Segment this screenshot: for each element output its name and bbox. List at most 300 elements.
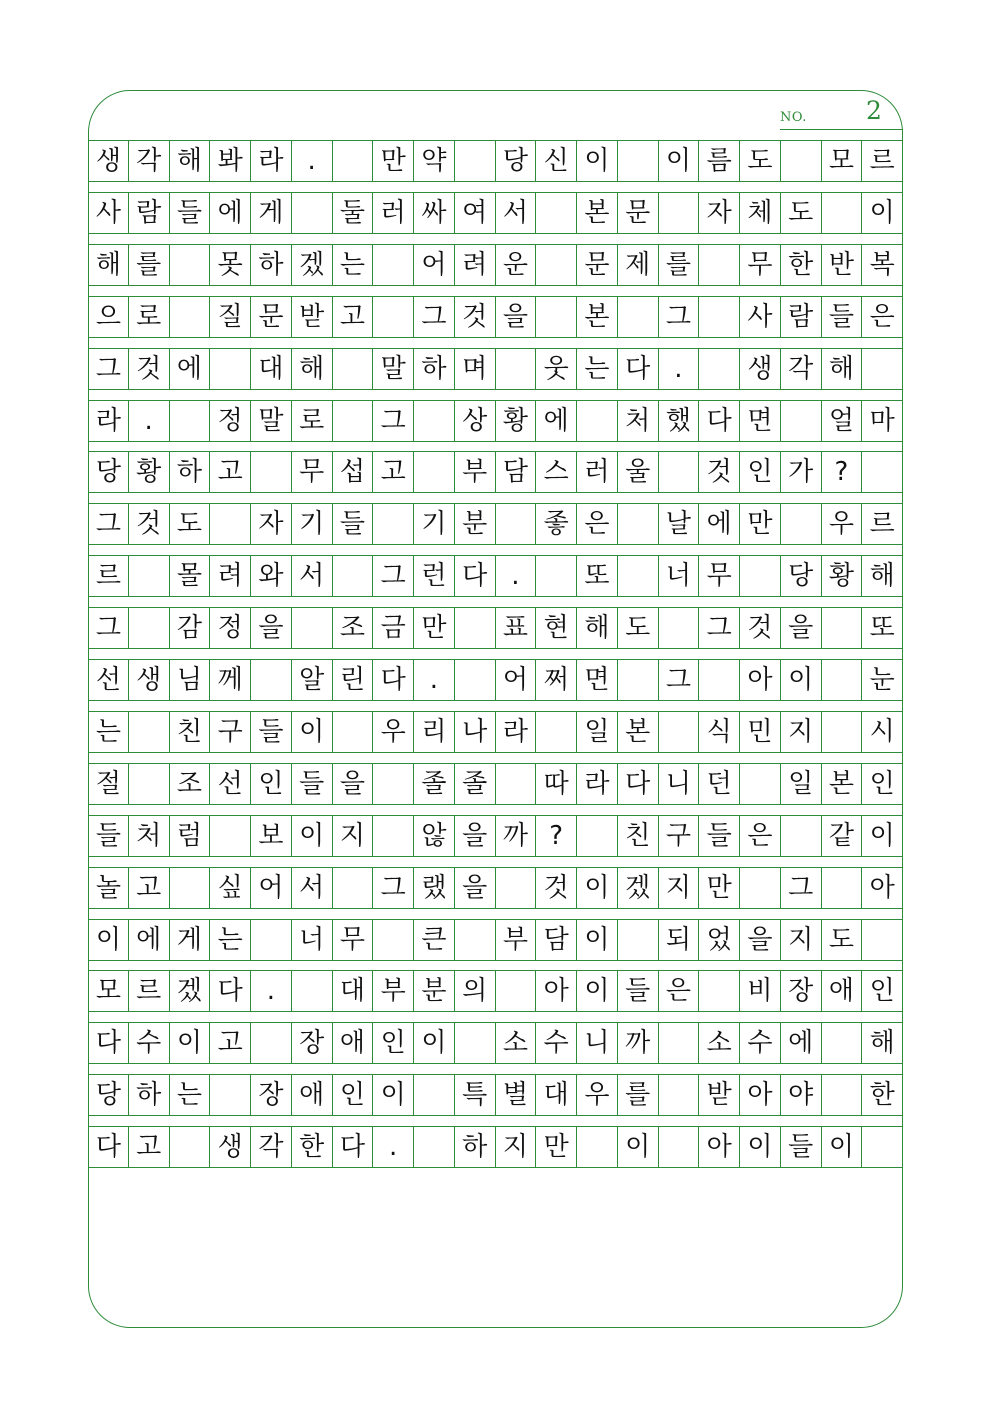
manuscript-cell: 하 (251, 245, 292, 285)
manuscript-cell: 그 (659, 297, 700, 337)
page-number-label: NO. (780, 110, 807, 125)
manuscript-cell: 것 (740, 608, 781, 648)
manuscript-cell: 은 (577, 504, 618, 544)
manuscript-cell: 특 (455, 1075, 496, 1115)
manuscript-cell (822, 1075, 863, 1115)
manuscript-cell: 해 (88, 245, 129, 285)
manuscript-cell: 을 (455, 868, 496, 908)
manuscript-cell: 도 (618, 608, 659, 648)
manuscript-cell: 다 (618, 349, 659, 389)
manuscript-cell: 고 (129, 1127, 170, 1167)
manuscript-cell: 했 (659, 401, 700, 441)
manuscript-cell: 것 (129, 349, 170, 389)
manuscript-cell: 는 (333, 245, 374, 285)
manuscript-cell: 만 (536, 1127, 577, 1167)
manuscript-cell: 생 (88, 141, 129, 181)
manuscript-cell: 너 (292, 920, 333, 960)
manuscript-cell: 담 (536, 920, 577, 960)
manuscript-cell: 고 (210, 1023, 251, 1063)
manuscript-cell (333, 401, 374, 441)
manuscript-cell: 다 (455, 556, 496, 596)
manuscript-cell: 이 (822, 1127, 863, 1167)
manuscript-cell: 름 (699, 141, 740, 181)
manuscript-cell: 서 (496, 193, 537, 233)
manuscript-cell: 그 (659, 660, 700, 700)
manuscript-cell: 고 (373, 452, 414, 492)
manuscript-cell (373, 245, 414, 285)
manuscript-cell (373, 297, 414, 337)
page-number-value: 2 (866, 96, 882, 125)
manuscript-cell (659, 1075, 700, 1115)
manuscript-cell: 에 (699, 504, 740, 544)
manuscript-row (88, 400, 903, 442)
manuscript-cell: 정 (210, 401, 251, 441)
manuscript-cell: 또 (577, 556, 618, 596)
manuscript-cell: 황 (129, 452, 170, 492)
manuscript-cell (781, 816, 822, 856)
manuscript-cell: 를 (129, 245, 170, 285)
manuscript-cell: 조 (170, 764, 211, 804)
manuscript-cell: 친 (170, 712, 211, 752)
manuscript-cell (373, 504, 414, 544)
manuscript-cell: 야 (781, 1075, 822, 1115)
manuscript-cell: 만 (414, 608, 455, 648)
manuscript-cell: 니 (577, 1023, 618, 1063)
manuscript-cell: 만 (373, 141, 414, 181)
manuscript-cell (251, 920, 292, 960)
manuscript-cell: 으 (88, 297, 129, 337)
manuscript-cell: 수 (129, 1023, 170, 1063)
manuscript-cell: 당 (88, 1075, 129, 1115)
manuscript-cell: 당 (88, 452, 129, 492)
manuscript-cell: 기 (414, 504, 455, 544)
manuscript-cell: 한 (862, 1075, 903, 1115)
manuscript-cell: 겠 (618, 868, 659, 908)
manuscript-cell: 구 (659, 816, 700, 856)
manuscript-cell: 이 (414, 1023, 455, 1063)
manuscript-cell (781, 401, 822, 441)
manuscript-cell (455, 920, 496, 960)
manuscript-cell: 고 (129, 868, 170, 908)
manuscript-cell (822, 608, 863, 648)
manuscript-cell (251, 660, 292, 700)
manuscript-cell: 큰 (414, 920, 455, 960)
manuscript-cell: 각 (129, 141, 170, 181)
manuscript-cell: 들 (292, 764, 333, 804)
manuscript-cell: 지 (781, 920, 822, 960)
manuscript-cell: 사 (88, 193, 129, 233)
manuscript-cell: 소 (699, 1023, 740, 1063)
manuscript-cell: 수 (536, 1023, 577, 1063)
manuscript-cell: 부 (455, 452, 496, 492)
manuscript-cell: 아 (740, 660, 781, 700)
manuscript-cell (373, 816, 414, 856)
manuscript-cell: 아 (536, 971, 577, 1011)
manuscript-cell: 이 (292, 712, 333, 752)
manuscript-cell: 에 (170, 349, 211, 389)
manuscript-cell: 지 (333, 816, 374, 856)
manuscript-cell: 아 (740, 1075, 781, 1115)
manuscript-cell (292, 971, 333, 1011)
manuscript-cell: 도 (781, 193, 822, 233)
manuscript-cell: 해 (862, 1023, 903, 1063)
manuscript-cell: 라 (496, 712, 537, 752)
manuscript-cell: 리 (414, 712, 455, 752)
manuscript-cell: 것 (699, 452, 740, 492)
manuscript-cell (455, 1023, 496, 1063)
manuscript-cell: 현 (536, 608, 577, 648)
manuscript-cell: 수 (740, 1023, 781, 1063)
manuscript-cell: 생 (129, 660, 170, 700)
manuscript-cell: 어 (251, 868, 292, 908)
manuscript-cell: 당 (781, 556, 822, 596)
manuscript-cell: 와 (251, 556, 292, 596)
manuscript-cell: 운 (496, 245, 537, 285)
manuscript-cell: 체 (740, 193, 781, 233)
manuscript-cell: 이 (577, 971, 618, 1011)
manuscript-cell: 너 (659, 556, 700, 596)
manuscript-cell: 문 (577, 245, 618, 285)
manuscript-cell: 모 (88, 971, 129, 1011)
manuscript-cell: 하 (170, 452, 211, 492)
manuscript-cell: 신 (536, 141, 577, 181)
manuscript-cell: 다 (88, 1023, 129, 1063)
manuscript-cell: 절 (88, 764, 129, 804)
manuscript-cell: 제 (618, 245, 659, 285)
manuscript-cell: 친 (618, 816, 659, 856)
manuscript-cell: 각 (781, 349, 822, 389)
manuscript-cell: 눈 (862, 660, 903, 700)
manuscript-cell: 선 (210, 764, 251, 804)
manuscript-cell: 다 (699, 401, 740, 441)
manuscript-cell: 되 (659, 920, 700, 960)
manuscript-cell: 선 (88, 660, 129, 700)
manuscript-cell: 면 (577, 660, 618, 700)
manuscript-cell: 러 (373, 193, 414, 233)
manuscript-cell: 해 (577, 608, 618, 648)
manuscript-cell: 구 (210, 712, 251, 752)
manuscript-cell: . (496, 556, 537, 596)
manuscript-cell: 에 (129, 920, 170, 960)
manuscript-cell (822, 193, 863, 233)
manuscript-cell: 한 (781, 245, 822, 285)
manuscript-cell: 겠 (292, 245, 333, 285)
manuscript-row (88, 192, 903, 234)
manuscript-cell: 이 (862, 816, 903, 856)
manuscript-cell: 들 (618, 971, 659, 1011)
manuscript-cell (292, 193, 333, 233)
manuscript-cell (496, 764, 537, 804)
manuscript-cell: 그 (699, 608, 740, 648)
manuscript-cell (862, 349, 903, 389)
manuscript-cell: 로 (292, 401, 333, 441)
manuscript-cell: 해 (170, 141, 211, 181)
manuscript-cell (170, 401, 211, 441)
manuscript-cell: 에 (210, 193, 251, 233)
manuscript-cell: 들 (822, 297, 863, 337)
manuscript-cell (292, 608, 333, 648)
manuscript-row (88, 711, 903, 753)
manuscript-cell: 일 (577, 712, 618, 752)
manuscript-cell: 싶 (210, 868, 251, 908)
manuscript-cell (659, 712, 700, 752)
manuscript-cell (659, 608, 700, 648)
manuscript-row (88, 919, 903, 961)
manuscript-cell: 몰 (170, 556, 211, 596)
manuscript-row (88, 763, 903, 805)
manuscript-cell: 그 (88, 504, 129, 544)
manuscript-cell: 고 (210, 452, 251, 492)
manuscript-cell: 금 (373, 608, 414, 648)
manuscript-cell: 지 (496, 1127, 537, 1167)
manuscript-cell: 알 (292, 660, 333, 700)
manuscript-cell: 섭 (333, 452, 374, 492)
manuscript-cell: 만 (740, 504, 781, 544)
manuscript-cell (659, 452, 700, 492)
manuscript-cell (659, 193, 700, 233)
manuscript-cell: 문 (251, 297, 292, 337)
manuscript-cell (333, 141, 374, 181)
manuscript-cell (414, 452, 455, 492)
manuscript-cell (496, 868, 537, 908)
manuscript-cell: 다 (333, 1127, 374, 1167)
manuscript-cell: 마 (862, 401, 903, 441)
manuscript-cell (536, 712, 577, 752)
manuscript-cell: 그 (373, 868, 414, 908)
manuscript-cell: 다 (210, 971, 251, 1011)
manuscript-cell (129, 608, 170, 648)
manuscript-cell: 장 (251, 1075, 292, 1115)
manuscript-cell (373, 764, 414, 804)
manuscript-cell: 쩌 (536, 660, 577, 700)
manuscript-cell: 며 (455, 349, 496, 389)
manuscript-cell (455, 141, 496, 181)
manuscript-cell: 표 (496, 608, 537, 648)
manuscript-cell: 대 (333, 971, 374, 1011)
manuscript-cell: 를 (618, 1075, 659, 1115)
manuscript-cell: 무 (333, 920, 374, 960)
manuscript-cell (699, 660, 740, 700)
manuscript-row (88, 970, 903, 1012)
manuscript-cell: 라 (577, 764, 618, 804)
manuscript-cell: 아 (862, 868, 903, 908)
manuscript-cell (618, 920, 659, 960)
manuscript-cell: 장 (292, 1023, 333, 1063)
manuscript-cell: . (129, 401, 170, 441)
manuscript-cell: 또 (862, 608, 903, 648)
manuscript-cell: 은 (740, 816, 781, 856)
manuscript-cell: 본 (822, 764, 863, 804)
manuscript-row (88, 815, 903, 857)
manuscript-cell (862, 452, 903, 492)
manuscript-cell (170, 297, 211, 337)
manuscript-cell (699, 349, 740, 389)
manuscript-cell: 대 (536, 1075, 577, 1115)
manuscript-cell: 지 (781, 712, 822, 752)
manuscript-cell: 소 (496, 1023, 537, 1063)
manuscript-cell: 이 (373, 1075, 414, 1115)
manuscript-cell: 분 (455, 504, 496, 544)
manuscript-cell: 도 (170, 504, 211, 544)
manuscript-cell: 다 (618, 764, 659, 804)
manuscript-cell: 이 (577, 920, 618, 960)
manuscript-cell (822, 868, 863, 908)
page-number-box (780, 98, 903, 130)
manuscript-cell: 당 (496, 141, 537, 181)
manuscript-cell: 별 (496, 1075, 537, 1115)
manuscript-cell: 이 (292, 816, 333, 856)
manuscript-cell: 울 (618, 452, 659, 492)
manuscript-cell: 님 (170, 660, 211, 700)
manuscript-cell: 본 (618, 712, 659, 752)
manuscript-cell (129, 764, 170, 804)
manuscript-cell: 하 (455, 1127, 496, 1167)
manuscript-cell: 그 (414, 297, 455, 337)
manuscript-cell: 못 (210, 245, 251, 285)
manuscript-cell: 받 (292, 297, 333, 337)
manuscript-cell: 좋 (536, 504, 577, 544)
manuscript-cell: 애 (822, 971, 863, 1011)
manuscript-cell: 인 (740, 452, 781, 492)
manuscript-cell: 랬 (414, 868, 455, 908)
manuscript-cell: 받 (699, 1075, 740, 1115)
manuscript-row (88, 296, 903, 338)
manuscript-cell (536, 245, 577, 285)
manuscript-cell: 들 (88, 816, 129, 856)
manuscript-cell: 어 (414, 245, 455, 285)
manuscript-cell (740, 764, 781, 804)
manuscript-cell: . (414, 660, 455, 700)
manuscript-cell (536, 297, 577, 337)
manuscript-cell: 는 (210, 920, 251, 960)
manuscript-cell: 무 (740, 245, 781, 285)
manuscript-cell: 시 (862, 712, 903, 752)
manuscript-cell: ? (536, 816, 577, 856)
manuscript-cell: 나 (455, 712, 496, 752)
manuscript-cell: 께 (210, 660, 251, 700)
manuscript-cell (577, 816, 618, 856)
manuscript-cell: 싸 (414, 193, 455, 233)
manuscript-cell (618, 504, 659, 544)
manuscript-cell (333, 868, 374, 908)
manuscript-cell: 런 (414, 556, 455, 596)
manuscript-cell (414, 1127, 455, 1167)
manuscript-cell: 들 (170, 193, 211, 233)
manuscript-cell: 이 (618, 1127, 659, 1167)
manuscript-row (88, 1022, 903, 1064)
manuscript-cell (740, 868, 781, 908)
manuscript-cell: 처 (618, 401, 659, 441)
manuscript-cell: 것 (455, 297, 496, 337)
manuscript-cell (618, 297, 659, 337)
manuscript-cell: 그 (373, 556, 414, 596)
manuscript-cell: 린 (333, 660, 374, 700)
manuscript-cell (129, 556, 170, 596)
manuscript-cell: 을 (740, 920, 781, 960)
manuscript-cell: 말 (251, 401, 292, 441)
manuscript-cell: 다 (373, 660, 414, 700)
manuscript-cell: 문 (618, 193, 659, 233)
manuscript-cell (210, 349, 251, 389)
manuscript-cell: 무 (699, 556, 740, 596)
manuscript-cell: 놀 (88, 868, 129, 908)
manuscript-cell: 을 (496, 297, 537, 337)
manuscript-cell (333, 712, 374, 752)
manuscript-cell (251, 1023, 292, 1063)
manuscript-cell: 본 (577, 297, 618, 337)
manuscript-cell (170, 245, 211, 285)
manuscript-cell: 로 (129, 297, 170, 337)
manuscript-cell: 우 (373, 712, 414, 752)
manuscript-cell: 람 (781, 297, 822, 337)
manuscript-cell: 이 (659, 141, 700, 181)
manuscript-row (88, 659, 903, 701)
manuscript-cell (496, 971, 537, 1011)
manuscript-cell: 분 (414, 971, 455, 1011)
manuscript-cell: . (659, 349, 700, 389)
manuscript-cell: 것 (536, 868, 577, 908)
manuscript-cell (170, 1127, 211, 1167)
manuscript-cell (210, 504, 251, 544)
manuscript-cell (496, 504, 537, 544)
manuscript-cell: 럼 (170, 816, 211, 856)
manuscript-cell: 같 (822, 816, 863, 856)
manuscript-cell: 라 (88, 401, 129, 441)
manuscript-cell: 질 (210, 297, 251, 337)
manuscript-cell (333, 556, 374, 596)
manuscript-cell: 보 (251, 816, 292, 856)
manuscript-row (88, 348, 903, 390)
manuscript-cell: 장 (781, 971, 822, 1011)
manuscript-cell: 인 (373, 1023, 414, 1063)
manuscript-cell: 던 (699, 764, 740, 804)
manuscript-cell: 모 (822, 141, 863, 181)
manuscript-cell (414, 1075, 455, 1115)
manuscript-row (88, 867, 903, 909)
manuscript-cell: 기 (292, 504, 333, 544)
manuscript-cell: 사 (740, 297, 781, 337)
manuscript-cell: 들 (699, 816, 740, 856)
manuscript-cell: 않 (414, 816, 455, 856)
manuscript-cell: ? (822, 452, 863, 492)
manuscript-cell: 의 (455, 971, 496, 1011)
manuscript-cell: 게 (170, 920, 211, 960)
manuscript-cell: 얼 (822, 401, 863, 441)
manuscript-cell: 라 (251, 141, 292, 181)
manuscript-cell: 려 (210, 556, 251, 596)
manuscript-row (88, 1126, 903, 1168)
manuscript-cell: 한 (292, 1127, 333, 1167)
manuscript-cell: 복 (862, 245, 903, 285)
manuscript-cell: 하 (414, 349, 455, 389)
manuscript-cell (496, 349, 537, 389)
manuscript-cell (577, 1127, 618, 1167)
manuscript-cell: 이 (170, 1023, 211, 1063)
manuscript-cell (659, 1023, 700, 1063)
manuscript-cell (862, 920, 903, 960)
manuscript-cell (618, 660, 659, 700)
manuscript-cell: 들 (333, 504, 374, 544)
manuscript-cell (862, 1127, 903, 1167)
manuscript-cell: 졸 (455, 764, 496, 804)
manuscript-cell: 생 (210, 1127, 251, 1167)
manuscript-cell: 해 (822, 349, 863, 389)
manuscript-cell: 우 (577, 1075, 618, 1115)
manuscript-cell: 각 (251, 1127, 292, 1167)
manuscript-cell (618, 556, 659, 596)
manuscript-cell: 날 (659, 504, 700, 544)
manuscript-cell: 르 (862, 504, 903, 544)
